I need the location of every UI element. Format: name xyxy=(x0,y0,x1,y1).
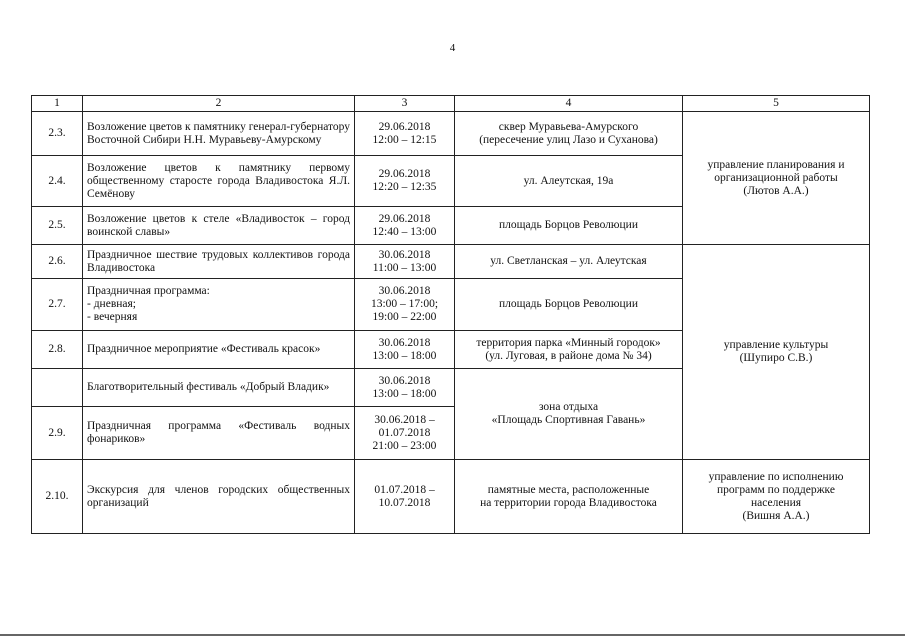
table-header-row xyxy=(32,96,870,112)
event-description: Праздничное шествие трудовых коллективов города Владивостока xyxy=(83,245,355,279)
event-description xyxy=(83,279,355,331)
responsible-line: (Лютов А.А.) xyxy=(743,184,809,197)
date-line: 29.06.2018 xyxy=(378,120,431,133)
date-line: 29.06.2018 xyxy=(378,168,431,180)
description-line: - дневная; xyxy=(87,298,136,310)
date-line: 29.06.2018 xyxy=(378,212,431,225)
row-number: 2.6. xyxy=(32,245,83,279)
table-row xyxy=(32,460,870,534)
responsible-line: программ по поддержке xyxy=(717,483,835,496)
header-cell: 2 xyxy=(83,96,355,112)
event-date xyxy=(355,112,455,156)
event-description: Возложение цветов к памятнику первому общественному старосте города Владивостока Я.Л. Семёнову xyxy=(83,156,355,207)
row-number: 2.10. xyxy=(32,460,83,534)
page-number: 4 xyxy=(449,42,456,54)
row-number: 2.4. xyxy=(32,156,83,207)
header-cell: 3 xyxy=(355,96,455,112)
row-number: 2.8. xyxy=(32,331,83,369)
time-line: 13:00 – 18:00 xyxy=(372,349,437,362)
header-cell: 4 xyxy=(455,96,683,112)
row-number: 2.3. xyxy=(32,112,83,156)
date-line: 30.06.2018 – xyxy=(374,413,435,426)
event-place xyxy=(455,112,683,156)
responsible-line: управление культуры xyxy=(723,339,829,351)
time-line: 19:00 – 22:00 xyxy=(372,311,437,323)
date-line: 01.07.2018 xyxy=(378,426,431,439)
place-line: «Площадь Спортивная Гавань» xyxy=(491,414,646,426)
event-date xyxy=(355,460,455,534)
event-date xyxy=(355,207,455,245)
date-line: 30.06.2018 xyxy=(378,336,431,349)
responsible-planning xyxy=(683,112,870,245)
responsible-line: управление по исполнению xyxy=(708,470,844,483)
event-place xyxy=(455,460,683,534)
place-line: (ул. Луговая, в районе дома № 34) xyxy=(485,349,652,362)
event-place xyxy=(455,207,683,245)
date-line: 30.06.2018 xyxy=(378,374,431,387)
event-date xyxy=(355,369,455,407)
responsible-culture xyxy=(683,245,870,460)
responsible-line: населения xyxy=(750,496,802,509)
place-line: (пересечение улиц Лазо и Суханова) xyxy=(479,133,658,146)
event-date xyxy=(355,331,455,369)
responsible-support xyxy=(683,460,870,534)
table-row xyxy=(32,112,870,156)
row-number: 2.9. xyxy=(32,407,83,460)
date-line: 01.07.2018 – xyxy=(374,483,435,496)
time-line: 12:00 – 12:15 xyxy=(372,133,437,146)
date-line: 30.06.2018 xyxy=(378,285,431,297)
responsible-line: (Вишня А.А.) xyxy=(742,509,810,522)
place-line: памятные места, расположенные xyxy=(487,483,650,496)
event-description: Возложение цветов к стеле «Владивосток – город воинской славы» xyxy=(83,207,355,245)
event-place xyxy=(455,331,683,369)
place-line: на территории города Владивостока xyxy=(480,496,657,509)
place-line: площадь Борцов Революции xyxy=(499,298,638,310)
event-date xyxy=(355,245,455,279)
responsible-line: управление планирования и xyxy=(707,158,845,171)
responsible-line: организационной работы xyxy=(714,171,838,184)
place-line: площадь Борцов Революции xyxy=(499,219,638,231)
event-place xyxy=(455,245,683,279)
date-line: 30.06.2018 xyxy=(378,248,431,261)
time-line: 13:00 – 18:00 xyxy=(372,387,437,400)
event-description: Праздничное мероприятие «Фестиваль красок» xyxy=(83,331,355,369)
time-line: 12:20 – 12:35 xyxy=(372,181,437,193)
event-description: Праздничная программа «Фестиваль водных фонариков» xyxy=(83,407,355,460)
place-line: зона отдыха xyxy=(538,401,599,413)
time-line: 21:00 – 23:00 xyxy=(372,439,437,452)
responsible-line: (Шупиро С.В.) xyxy=(739,352,813,364)
event-date xyxy=(355,279,455,331)
row-number: 2.7. xyxy=(32,279,83,331)
time-line: 13:00 – 17:00; xyxy=(370,298,439,310)
event-description: Благотворительный фестиваль «Добрый Владик» xyxy=(83,369,355,407)
page-bottom-edge xyxy=(0,634,905,636)
place-line: ул. Светланская – ул. Алеутская xyxy=(490,255,647,267)
header-cell: 1 xyxy=(32,96,83,112)
description-line: Праздничная программа: xyxy=(87,285,210,297)
event-date xyxy=(355,407,455,460)
table-row xyxy=(32,245,870,279)
header-cell: 5 xyxy=(683,96,870,112)
events-table xyxy=(31,95,870,534)
event-description: Экскурсия для членов городских общественных организаций xyxy=(83,460,355,534)
description-line: - вечерняя xyxy=(87,311,138,323)
event-description: Возложение цветов к памятнику генерал-губернатору Восточной Сибири Н.Н. Муравьеву-Амурскому xyxy=(83,112,355,156)
place-line: сквер Муравьева-Амурского xyxy=(498,120,639,133)
time-line: 11:00 – 13:00 xyxy=(372,261,437,274)
event-place-merged xyxy=(455,369,683,460)
date-line: 10.07.2018 xyxy=(378,496,431,509)
time-line: 12:40 – 13:00 xyxy=(372,225,437,238)
event-date xyxy=(355,156,455,207)
event-place xyxy=(455,279,683,331)
place-line: территория парка «Минный городок» xyxy=(476,336,661,349)
place-line: ул. Алеутская, 19а xyxy=(523,174,614,187)
row-number xyxy=(32,369,83,407)
row-number: 2.5. xyxy=(32,207,83,245)
event-place xyxy=(455,156,683,207)
